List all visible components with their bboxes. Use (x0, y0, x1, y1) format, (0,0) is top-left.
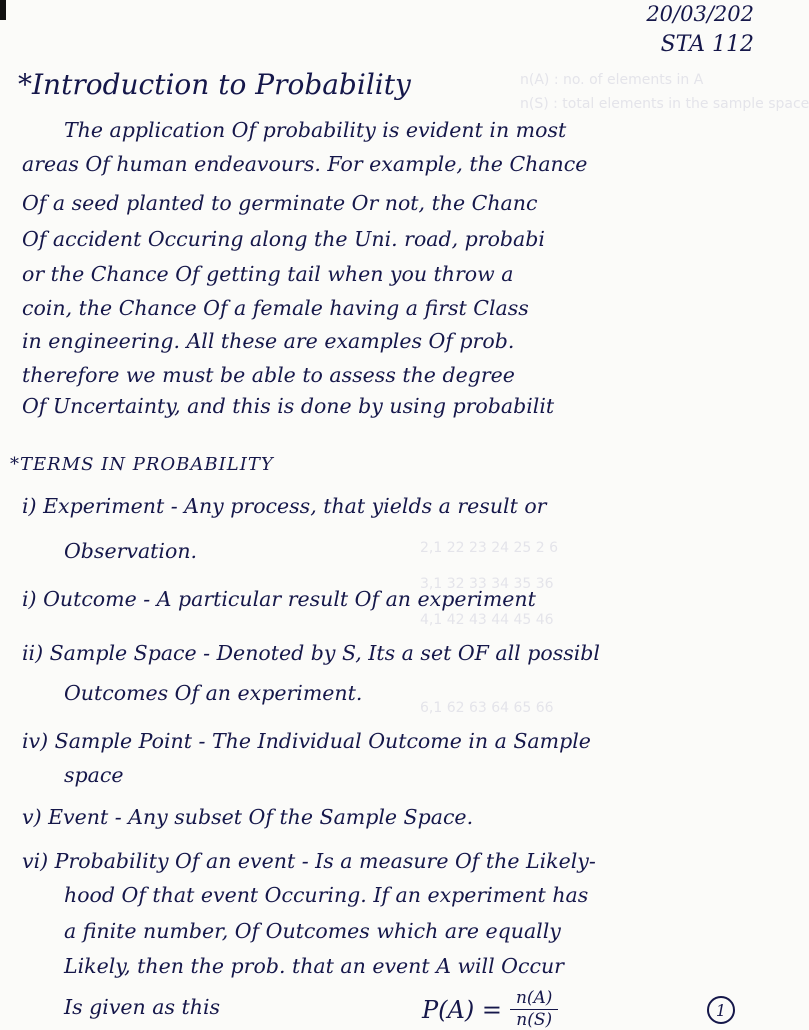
show-through: 6,1 62 63 64 65 66 (420, 700, 554, 716)
text-line: ii) Sample Space - Denoted by S, Its a set OF all possibl (22, 641, 600, 665)
page-number: 1 (707, 996, 735, 1024)
text-line: coin, the Chance Of a female having a first Class (22, 296, 529, 320)
text-line: Outcomes Of an experiment. (64, 681, 363, 705)
text-line: Of Uncertainty, and this is done by using probabilit (22, 394, 555, 418)
text-line: i) Experiment - Any process, that yields a result or (22, 494, 547, 518)
text-line: areas Of human endeavours. For example, the Chance (22, 152, 588, 176)
course-code: STA 112 (660, 32, 754, 57)
note-date: 20/03/202 (646, 2, 754, 26)
text-line: in engineering. All these are examples Of prob. (22, 329, 515, 353)
text-line: Likely, then the prob. that an event A will Occur (64, 954, 564, 978)
text-line: a finite number, Of Outcomes which are equally (64, 919, 561, 943)
page-title: *Introduction to Probability (18, 68, 411, 101)
text-line: Of accident Occuring along the Uni. road, probabi (22, 227, 545, 251)
probability-formula (422, 990, 558, 1029)
text-line: space (64, 763, 124, 787)
text-line: The application Of probability is evident in most (64, 118, 567, 142)
text-line: Of a seed planted to germinate Or not, the Chanc (22, 191, 538, 215)
text-line: therefore we must be able to assess the degree (22, 363, 515, 387)
section-heading: *TERMS IN PROBABILITY (10, 454, 274, 475)
formula-numerator: n(A) (510, 990, 559, 1010)
text-line: Is given as this (64, 995, 221, 1019)
show-through: 4,1 42 43 44 45 46 (420, 612, 554, 628)
text-line: iv) Sample Point - The Individual Outcome in a Sample (22, 729, 591, 753)
text-line: v) Event - Any subset Of the Sample Space. (22, 805, 474, 829)
formula-denominator: n(S) (516, 1010, 553, 1030)
text-line: i) Outcome - A particular result Of an experiment (22, 587, 536, 611)
show-through: n(A) : no. of elements in A (520, 72, 704, 88)
text-line: vi) Probability Of an event - Is a measure Of the Likely- (22, 849, 596, 873)
formula-fraction (510, 990, 559, 1029)
text-line: hood Of that event Occuring. If an experiment has (64, 883, 589, 907)
edge-mark (0, 0, 6, 20)
show-through: 3,1 32 33 34 35 36 (420, 576, 554, 592)
text-line: Observation. (64, 539, 198, 563)
formula-lhs: P(A) = (422, 995, 502, 1024)
text-line: or the Chance Of getting tail when you throw a (22, 262, 514, 286)
show-through: n(S) : total elements in the sample space (520, 96, 809, 112)
show-through: 2,1 22 23 24 25 2 6 (420, 540, 559, 556)
